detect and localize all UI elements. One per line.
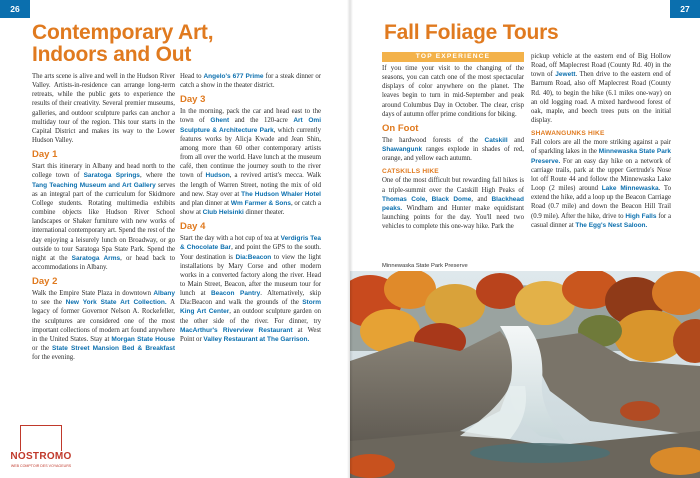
link-eggs-nest-saloon[interactable]: The Egg's Nest Saloon. <box>575 221 648 229</box>
right-column-2 <box>531 52 671 230</box>
catskills-continued-paragraph: pickup vehicle at the eastern end of Big Hollow Road, off Maplecrest Road (County Rd. 40) in the town of Jewett. Then drive to the eastern end of Barnum Road, also off Maplecrest Road (County Rd. 40), to begin the hike (6.1 miles one-way) on an old logging road. A mixed hardwood forest of oak, maple, and beech trees puts on the initial display. <box>531 53 671 125</box>
link-storm-king[interactable]: Storm King Art Center <box>180 299 321 316</box>
day3-paragraph: In the morning, pack the car and head east to the town of Ghent and the 120-acre Art Omi Sculpture & Architecture Park, which currently features works by Alicja Kwade and Jean Shin, among more than 60 other contemporary artists from all over the world. Have lunch at the museum café, then continue the journey south to the river town of Hudson, a revived artist's mecca. Walk the length of Warren Street, noting the mix of old and new. Stay over at The Hudson Whaler Hotel and plan dinner at Wm Farmer & Sons, or catch a show at Club Helsinki dinner theater. <box>180 108 322 217</box>
link-morgan-state-house[interactable]: Morgan State House <box>111 335 175 343</box>
shawangunks-hike-heading: SHAWANGUNKS HIKE <box>531 130 605 138</box>
on-foot-paragraph: The hardwood forests of the Catskill and Shawangunk ranges explode in shades of red, orange, and yellow each autumn. <box>382 136 524 163</box>
day1-paragraph: Start this itinerary in Albany and head north to the college town of Saratoga Springs, where the Tang Teaching Museum and Art Gallery serves as an integral part of the curriculum for Skidmore College students. Rotating multimedia exhibits combine objects like Hudson River School landscapes or Shaker furniture with new works of international contemporary art. Spend the rest of the day enjoying a leisurely lunch on Broadway, or go outside to tour Saratoga Spa State Park. Spend the night at the Saratoga Arms, or head back to accommodations in Albany. <box>32 163 176 271</box>
link-art-omi[interactable]: Art Omi Sculpture & Architecture Park <box>180 117 322 134</box>
link-verdigris[interactable]: Verdigris Tea & Chocolate Bar <box>180 235 321 252</box>
waterfall-foliage-photo <box>350 271 700 478</box>
right-page <box>350 0 700 478</box>
day2-paragraph: Walk the Empire State Plaza in downtown Albany to see the New York State Art Collection. A legacy of former Governor Nelson A. Rockefeller, the sculptures are considered one of the most important collections of modern art found anywhere in the United States. Stay at Morgan State House or the State Street Mansion Bed & Breakfast for the evening. <box>32 290 175 362</box>
logo-name: NOSTROMO <box>2 451 80 462</box>
link-blackhead-peaks[interactable]: Blackhead peaks. <box>382 195 524 212</box>
link-state-street-mansion[interactable]: State Street Mansion Bed & Breakfast <box>52 345 175 353</box>
page-number-left: 26 <box>0 0 30 18</box>
link-minnewaska-preserve[interactable]: Minnewaska State Park Preserve. <box>531 148 671 165</box>
top-experience-badge: TOP EXPERIENCE <box>382 52 524 62</box>
link-hudson-whaler-hotel[interactable]: The Hudson Whaler Hotel <box>241 190 321 198</box>
link-saratoga-springs[interactable]: Saratoga Springs <box>83 172 140 180</box>
nostromo-logo <box>2 425 80 475</box>
photo-caption: Minnewaska State Park Preserve <box>382 263 468 269</box>
day4-heading: Day 4 <box>180 221 206 233</box>
link-hudson[interactable]: Hudson <box>205 172 230 180</box>
on-foot-heading: On Foot <box>382 122 419 134</box>
right-column-1 <box>382 52 524 231</box>
catskills-hike-heading: CATSKILLS HIKE <box>382 168 439 176</box>
link-club-helsinki[interactable]: Club Helsinki <box>202 209 244 217</box>
day4-paragraph: Start the day with a hot cup of tea at Verdigris Tea & Chocolate Bar, and point the GPS to the south. Your destination is Dia:Beacon to view the light installations by Mary Corse and other modern works in a converted factory along the river. Head to Main Street, Beacon, after the museum tour for lunch at Beacon Pantry. Alternatively, skip Dia:Beacon and walk the grounds of the Storm King Art Center, an outdoor sculpture garden on the other side of the river. For dinner, try MacArthur's Riverview Restaurant at West Point or Valley Restaurant at The Garrison. <box>180 235 321 343</box>
left-column-1 <box>32 72 175 362</box>
link-shawangunk[interactable]: Shawangunk <box>382 146 423 154</box>
link-beacon-pantry[interactable]: Beacon Pantry <box>210 290 261 298</box>
left-page-title <box>32 22 342 66</box>
link-saratoga-arms[interactable]: Saratoga Arms <box>71 254 121 262</box>
intro-paragraph: The arts scene is alive and well in the Hudson River Valley. Artists-in-residence can arrange long-term retreats, while the public gets to experience the results of their creativity. Several premier museums, galleries, and outdoor sculpture parks can anchor a multiday tour of the region. This tour starts in the Capital District and makes its way to the Lower Hudson Valley. <box>32 73 175 145</box>
link-angelos-677-prime[interactable]: Angelo's 677 Prime <box>203 73 264 80</box>
link-high-falls[interactable]: High Falls <box>625 212 657 220</box>
link-jewett[interactable]: Jewett <box>555 71 576 79</box>
day3-heading: Day 3 <box>180 94 206 106</box>
link-valley-restaurant[interactable]: Valley Restaurant at The Garrison. <box>203 335 310 343</box>
shawangunks-hike-paragraph: Fall colors are all the more striking against a pair of sparkling lakes in the Minnewaska State Park Preserve. For an easy day hike on a network of carriage trails, park at the upper Gertrude's Nose lot off Route 44 and follow the Minnewaska Lake Loop (2 miles) around Lake Minnewaska. To extend the hike, add a loop up the Beacon Carriage Road (0.7 mile) and down the Beacon Hill Trail (0.9 mile). After the hike, drive to High Falls for a casual dinner at The Egg's Nest Saloon. <box>531 139 672 229</box>
link-albany[interactable]: Albany <box>153 290 175 298</box>
link-thomas-cole-black-dome[interactable]: Thomas Cole, Black Dome <box>382 195 472 203</box>
foliage-intro-paragraph: If you time your visit to the changing of the seasons, you can catch one of the most spectacular displays of color anywhere on the planet. The leaves begin to turn in mid-September and peak around Columbus Day in October. The clear, crisp days of autumn offer prime conditions for biking. <box>382 65 524 118</box>
day2-heading: Day 2 <box>32 276 58 288</box>
right-page-title: Fall Foliage Tours <box>384 21 559 44</box>
link-macarthurs[interactable]: MacArthur's Riverview Restaurant <box>180 326 293 334</box>
link-lake-minnewaska[interactable]: Lake Minnewaska <box>601 185 659 193</box>
link-ghent[interactable]: Ghent <box>210 117 230 125</box>
link-tang-museum[interactable]: Tang Teaching Museum and Art Gallery <box>32 181 156 189</box>
title-line-1: Contemporary Art, <box>32 21 214 44</box>
page-number-right: 27 <box>670 0 700 18</box>
link-dia-beacon[interactable]: Dia:Beacon <box>235 253 272 261</box>
catskills-hike-paragraph: One of the most difficult but rewarding fall hikes is a triple-summit over the Catskill High Peaks of Thomas Cole, Black Dome, and Blackhead peaks. Windham and Hunter make equidistant launching points for the day. You'll need two vehicles to complete this one-way hike. Park the <box>382 177 524 231</box>
book-gutter <box>347 0 353 478</box>
col2-intro-paragraph: Head to Angelo's 677 Prime for a steak dinner or catch a show in the theater district. <box>180 73 321 90</box>
title-line-2: Indoors and Out <box>32 43 192 66</box>
day1-heading: Day 1 <box>32 149 58 161</box>
link-catskill[interactable]: Catskill <box>484 136 508 144</box>
logo-subtitle: WEB COMPTOIR DES VOYAGEURS <box>10 464 72 468</box>
left-column-2 <box>180 72 321 344</box>
link-wm-farmer-sons[interactable]: Wm Farmer & Sons <box>230 199 291 207</box>
link-nys-art-collection[interactable]: New York State Art Collection. <box>65 299 167 307</box>
